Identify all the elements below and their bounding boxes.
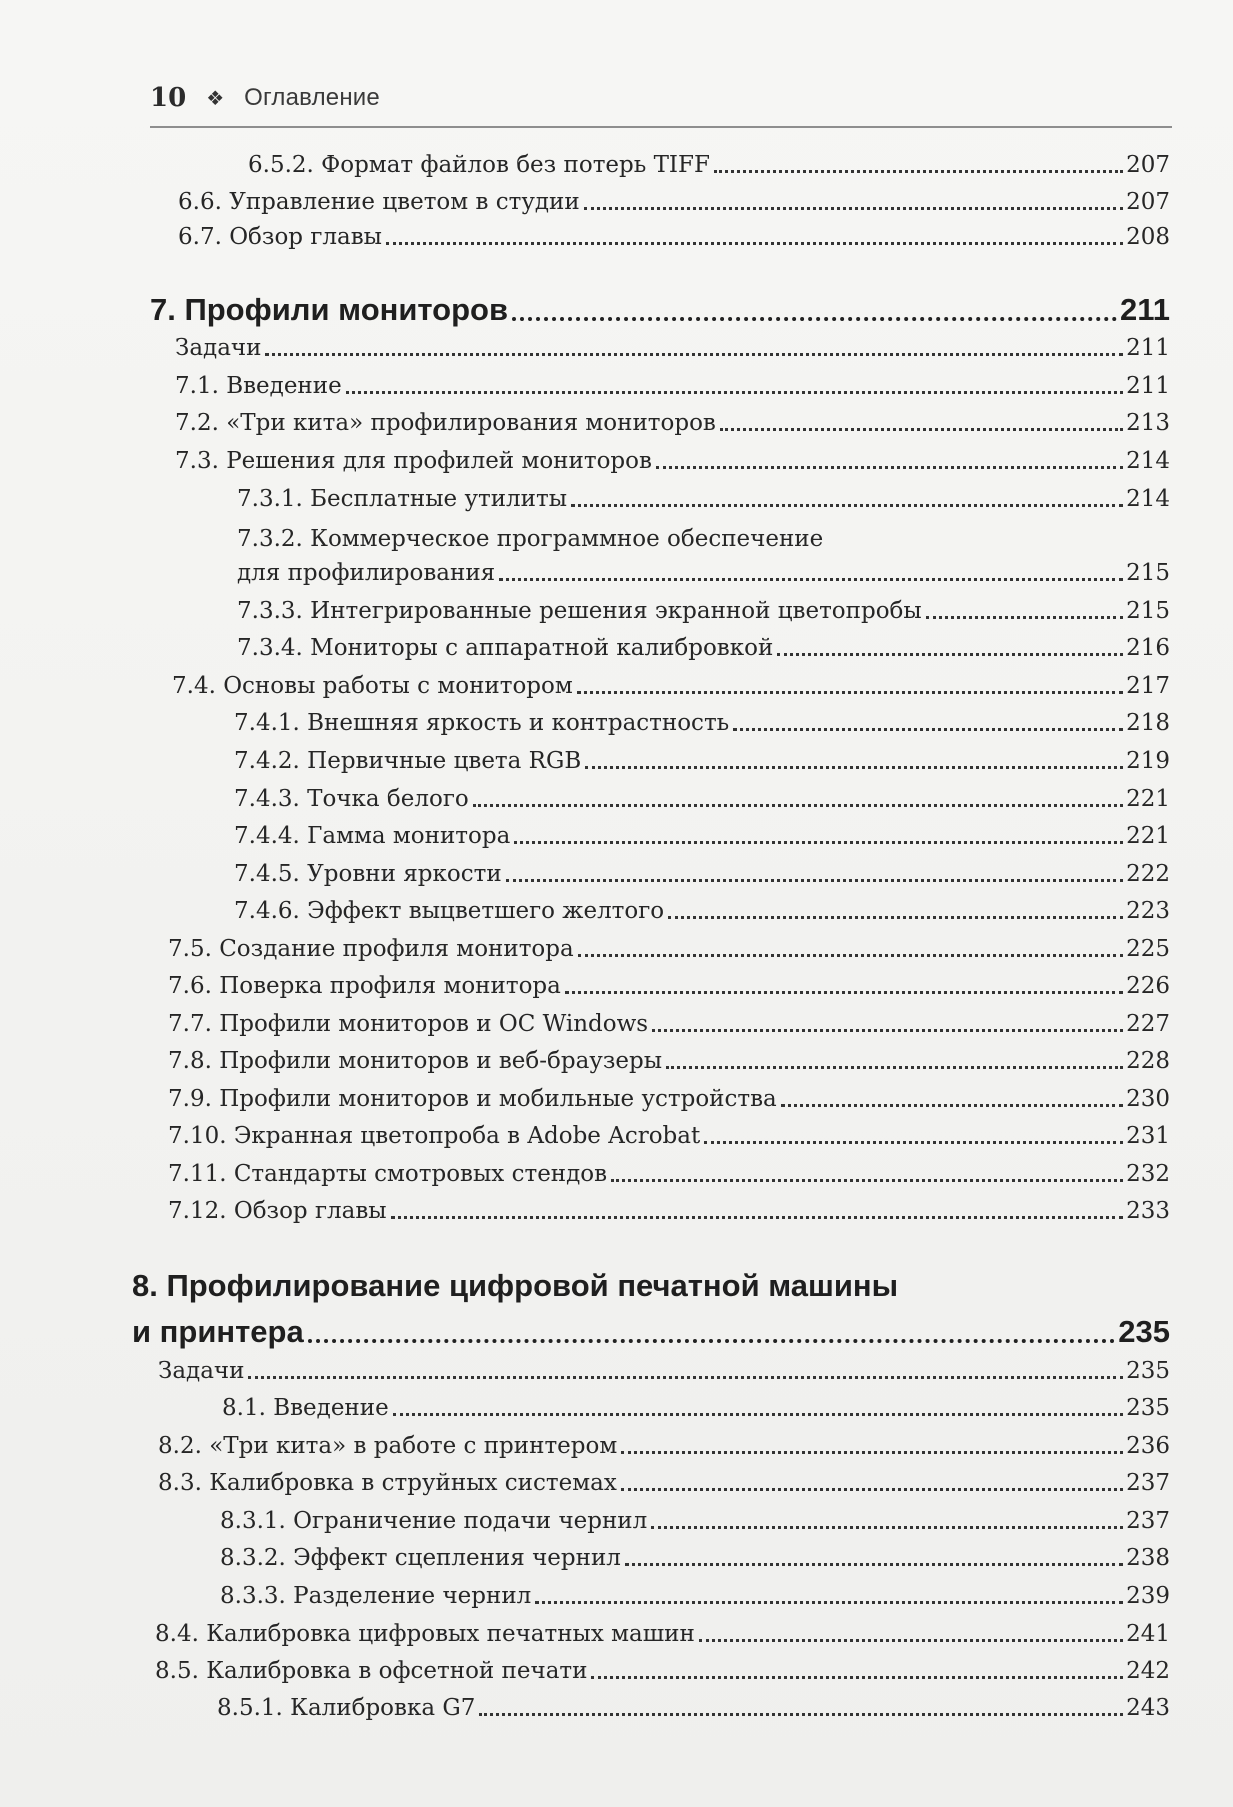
toc-entry-label: 8.5.1. Калибровка G7: [217, 1695, 476, 1721]
toc-entry-7-4-4: [234, 821, 1170, 851]
dot-leader: [656, 466, 1123, 469]
dot-leader: [777, 653, 1123, 656]
dot-leader: [585, 766, 1123, 769]
toc-entry-7-4: [172, 671, 1170, 701]
toc-entry-7-3-2-line1: 7.3.2. Коммерческое программное обеспечение: [237, 526, 824, 552]
toc-entry-7-7: [168, 1009, 1170, 1039]
toc-chapter-7: [150, 290, 1170, 330]
dot-leader: [479, 1713, 1123, 1716]
toc-entry-page: 238: [1126, 1545, 1170, 1571]
toc-entry-label: 7.3.3. Интегрированные решения экранной цветопробы: [237, 598, 922, 624]
toc-entry-page: 221: [1126, 786, 1170, 812]
dot-leader: [391, 1216, 1124, 1219]
toc-entry-8-2: [158, 1431, 1170, 1461]
toc-entry-label: 7.4.4. Гамма монитора: [234, 823, 511, 849]
toc-entry-7-3: [175, 446, 1170, 476]
toc-entry-page: 217: [1126, 673, 1170, 699]
dot-leader: [473, 804, 1123, 807]
toc-entry-7-3-2: [237, 558, 1170, 588]
toc-entry-page: 214: [1126, 486, 1170, 512]
toc-entry-page: 227: [1126, 1011, 1170, 1037]
toc-entry-label: 7.3.4. Мониторы с аппаратной калибровкой: [237, 635, 774, 661]
toc-entry-page: 222: [1126, 861, 1170, 887]
toc-entry-page: 207: [1126, 189, 1170, 215]
toc-entry-label: 6.7. Обзор главы: [178, 224, 382, 250]
toc-entry-label: 7.1. Введение: [175, 373, 342, 399]
toc-entry-7-3-4: [237, 633, 1170, 663]
toc-entry-label: 8.3.3. Разделение чернил: [220, 1583, 532, 1609]
toc-entry-page: 235: [1126, 1358, 1170, 1384]
toc-entry-label: 7.6. Поверка профиля монитора: [168, 973, 561, 999]
toc-entry-7-6: [168, 971, 1170, 1001]
toc-entry-7-9: [168, 1084, 1170, 1114]
dot-leader: [571, 504, 1123, 507]
toc-chapter-label: 7. Профили мониторов: [150, 292, 509, 327]
toc-chapter-page: 235: [1118, 1314, 1170, 1349]
toc-entry-8-3: [158, 1468, 1170, 1498]
toc-entry-label: Задачи: [175, 335, 262, 361]
toc-chapter-label: и принтера: [132, 1314, 304, 1349]
toc-entry-page: 231: [1126, 1123, 1170, 1149]
toc-entry-label: 7.4.6. Эффект выцветшего желтого: [234, 898, 665, 924]
toc-entry-page: 242: [1126, 1658, 1170, 1684]
toc-entry-page: 211: [1126, 373, 1170, 399]
dot-leader: [704, 1141, 1123, 1144]
dot-leader: [666, 1066, 1123, 1069]
dot-leader: [591, 1676, 1123, 1679]
toc-entry-label: 6.6. Управление цветом в студии: [178, 189, 580, 215]
toc-entry-label: 7.9. Профили мониторов и мобильные устройства: [168, 1086, 777, 1112]
dot-leader: [781, 1104, 1123, 1107]
dot-leader: [668, 916, 1123, 919]
toc-entry-label: 8.3.2. Эффект сцепления чернил: [220, 1545, 621, 1571]
dot-leader: [699, 1639, 1123, 1642]
toc-entry-tasks-7: [175, 333, 1170, 363]
toc-entry-label: 8.4. Калибровка цифровых печатных машин: [155, 1621, 695, 1647]
toc-entry-page: 225: [1126, 936, 1170, 962]
dot-leader: [577, 691, 1123, 694]
toc-entry-8-5: [155, 1656, 1170, 1686]
toc-entry-label: 8.2. «Три кита» в работе с принтером: [158, 1433, 618, 1459]
toc-entry-7-4-3: [234, 784, 1170, 814]
toc-entry-label: 7.4. Основы работы с монитором: [172, 673, 573, 699]
toc-entry-page: 239: [1126, 1583, 1170, 1609]
page-number: 10: [150, 83, 187, 113]
toc-entry-7-4-5: [234, 859, 1170, 889]
toc-chapter-page: 211: [1119, 292, 1170, 327]
toc-entry-label: 7.7. Профили мониторов и ОС Windows: [168, 1011, 649, 1037]
toc-entry-page: 235: [1126, 1395, 1170, 1421]
toc-entry-label: 8.3.1. Ограничение подачи чернил: [220, 1508, 648, 1534]
toc-entry-7-4-1: [234, 708, 1170, 738]
toc-entry-label: 7.4.5. Уровни яркости: [234, 861, 502, 887]
toc-entry-page: 230: [1126, 1086, 1170, 1112]
dot-leader: [499, 578, 1123, 581]
dot-leader: [248, 1376, 1123, 1379]
toc-entry-label: 8.5. Калибровка в офсетной печати: [155, 1658, 588, 1684]
dot-leader: [651, 1526, 1123, 1529]
toc-entry-7-8: [168, 1046, 1170, 1076]
dot-leader: [565, 991, 1123, 994]
toc-entry-7-3-1: [237, 484, 1170, 514]
toc-chapter-8-line1: 8. Профилирование цифровой печатной машины: [132, 1268, 899, 1303]
toc-entry-7-4-6: [234, 896, 1170, 926]
dot-leader: [611, 1179, 1123, 1182]
toc-entry-label: Задачи: [158, 1358, 245, 1384]
dot-leader: [512, 317, 1117, 321]
toc-entry-page: 218: [1126, 710, 1170, 736]
dot-leader: [584, 207, 1123, 210]
dot-leader: [652, 1029, 1123, 1032]
toc-entry-label: 7.3. Решения для профилей мониторов: [175, 448, 652, 474]
dot-leader: [625, 1563, 1123, 1566]
toc-entry-page: 221: [1126, 823, 1170, 849]
toc-entry-label: 7.3.1. Бесплатные утилиты: [237, 486, 568, 512]
dot-leader: [733, 728, 1123, 731]
dot-leader: [621, 1451, 1123, 1454]
toc-entry-label: 8.1. Введение: [222, 1395, 389, 1421]
toc-entry-8-3-3: [220, 1581, 1170, 1611]
toc-entry-7-12: [168, 1196, 1170, 1226]
toc-entry-page: 219: [1126, 748, 1170, 774]
toc-entry-page: 223: [1126, 898, 1170, 924]
toc-entry-7-10: [168, 1121, 1170, 1151]
toc-entry-7-5: [168, 934, 1170, 964]
toc-entry-7-11: [168, 1159, 1170, 1189]
toc-entry-label: 7.12. Обзор главы: [168, 1198, 387, 1224]
toc-entry-page: 237: [1126, 1470, 1170, 1496]
toc-entry-6-5-2: [248, 150, 1170, 180]
toc-entry-page: 232: [1126, 1161, 1170, 1187]
toc-entry-8-3-2: [220, 1543, 1170, 1573]
dot-leader: [506, 879, 1123, 882]
dot-leader: [926, 616, 1123, 619]
toc-entry-label: 7.4.2. Первичные цвета RGB: [234, 748, 582, 774]
toc-entry-8-4: [155, 1619, 1170, 1649]
toc-entry-page: 228: [1126, 1048, 1170, 1074]
dot-leader: [386, 242, 1123, 245]
toc-entry-label: 7.11. Стандарты смотровых стендов: [168, 1161, 608, 1187]
dot-leader: [514, 841, 1123, 844]
toc-entry-page: 216: [1126, 635, 1170, 661]
toc-entry-label: 7.4.3. Точка белого: [234, 786, 469, 812]
dot-leader: [621, 1488, 1123, 1491]
dot-leader: [346, 391, 1123, 394]
toc-entry-label: 7.10. Экранная цветопроба в Adobe Acrobat: [168, 1123, 701, 1149]
toc-entry-page: 236: [1126, 1433, 1170, 1459]
toc-entry-page: 237: [1126, 1508, 1170, 1534]
toc-entry-label: 7.5. Создание профиля монитора: [168, 936, 574, 962]
toc-entry-page: 233: [1126, 1198, 1170, 1224]
dot-leader: [714, 170, 1123, 173]
toc-entry-page: 241: [1126, 1621, 1170, 1647]
dot-leader: [393, 1413, 1123, 1416]
ornament-icon: ❖: [206, 86, 225, 110]
toc-entry-label: 6.5.2. Формат файлов без потерь TIFF: [248, 152, 710, 178]
toc-entry-8-5-1: [217, 1693, 1170, 1723]
dot-leader: [535, 1601, 1123, 1604]
toc-entry-7-2: [175, 408, 1170, 438]
toc-entry-page: 214: [1126, 448, 1170, 474]
toc-entry-page: 226: [1126, 973, 1170, 999]
dot-leader: [578, 954, 1123, 957]
toc-entry-7-4-2: [234, 746, 1170, 776]
toc-entry-6-7: [178, 222, 1170, 252]
toc-entry-label: 8.3. Калибровка в струйных системах: [158, 1470, 617, 1496]
toc-entry-page: 215: [1126, 598, 1170, 624]
toc-entry-label: 7.2. «Три кита» профилирования мониторов: [175, 410, 716, 436]
toc-entry-page: 211: [1126, 335, 1170, 361]
toc-entry-page: 243: [1126, 1695, 1170, 1721]
toc-entry-7-3-3: [237, 596, 1170, 626]
toc-entry-6-6: [178, 187, 1170, 217]
toc-entry-label: для профилирования: [237, 560, 496, 586]
toc-entry-7-1: [175, 371, 1170, 401]
dot-leader: [265, 353, 1123, 356]
dot-leader: [720, 428, 1123, 431]
toc-entry-tasks-8: [158, 1356, 1170, 1386]
running-title: Оглавление: [244, 84, 380, 111]
dot-leader: [308, 1339, 1116, 1343]
toc-entry-label: 7.4.1. Внешняя яркость и контрастность: [234, 710, 730, 736]
toc-entry-page: 213: [1126, 410, 1170, 436]
toc-entry-8-3-1: [220, 1506, 1170, 1536]
toc-chapter-8: [132, 1312, 1170, 1352]
toc-entry-label: 7.8. Профили мониторов и веб-браузеры: [168, 1048, 663, 1074]
toc-entry-page: 215: [1126, 560, 1170, 586]
toc-entry-page: 207: [1126, 152, 1170, 178]
toc-entry-8-1: [222, 1393, 1170, 1423]
toc-entry-page: 208: [1126, 224, 1170, 250]
